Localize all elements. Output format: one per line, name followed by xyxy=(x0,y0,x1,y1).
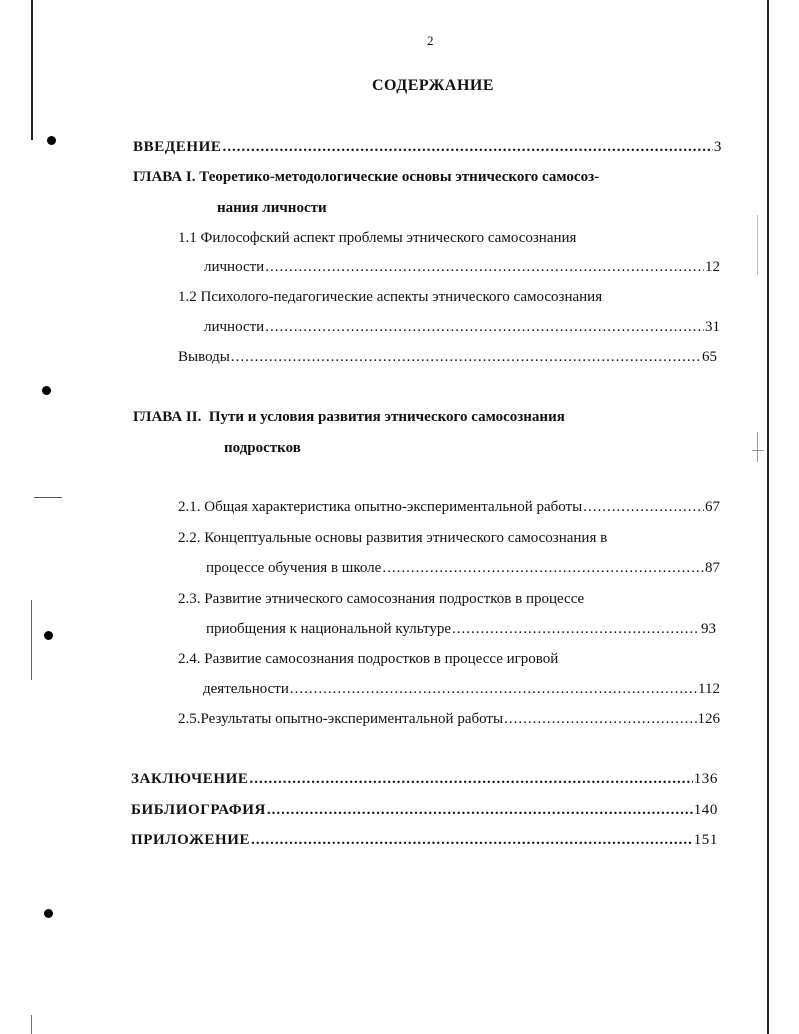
scan-edge-left xyxy=(31,0,33,140)
toc-label: ПРИЛОЖЕНИЕ xyxy=(131,832,251,848)
scan-noise-right-3 xyxy=(752,450,764,451)
toc-page-number: 93 xyxy=(701,621,716,637)
toc-leader-dots xyxy=(504,709,696,729)
chapter1-section1-line1: 1.1 Философский аспект проблемы этнического самосознания xyxy=(178,230,577,246)
toc-entry-conclusions xyxy=(178,347,717,367)
toc-page-number: 151 xyxy=(693,832,718,848)
chapter1-section2-line1: 1.2 Психолого-педагогические аспекты этнического самосознания xyxy=(178,289,603,305)
toc-entry-2-2 xyxy=(206,558,720,578)
toc-leader-dots xyxy=(583,497,704,517)
toc-label: процессе обучения в школе xyxy=(206,560,382,576)
toc-entry-1-2 xyxy=(204,317,720,337)
chapter2-section2-line1: 2.2. Концептуальные основы развития этнического самосознания в xyxy=(178,530,608,546)
toc-label: личности xyxy=(204,319,265,335)
toc-page-number: 12 xyxy=(705,259,720,275)
toc-label: 2.5.Результаты опытно-экспериментальной работы xyxy=(178,711,504,727)
toc-leader-dots xyxy=(265,257,704,277)
toc-page-number: 126 xyxy=(697,711,720,727)
toc-leader-dots xyxy=(265,317,704,337)
toc-page-number: 112 xyxy=(698,681,720,697)
toc-entry-2-5 xyxy=(178,709,720,729)
toc-entry-1-1 xyxy=(204,257,720,277)
toc-label: ЗАКЛЮЧЕНИЕ xyxy=(131,771,249,787)
toc-leader-dots xyxy=(290,679,697,699)
scan-noise-left-bottom xyxy=(31,1015,32,1034)
toc-page-number: 3 xyxy=(713,139,722,155)
page-number: 2 xyxy=(427,33,434,48)
toc-leader-dots xyxy=(249,769,692,789)
toc-label: личности xyxy=(204,259,265,275)
toc-leader-dots xyxy=(452,619,700,639)
toc-page-number: 65 xyxy=(702,349,717,365)
toc-leader-dots xyxy=(382,558,704,578)
scan-tick-left xyxy=(34,497,62,498)
scan-edge-left-lower xyxy=(31,600,32,680)
scan-edge-right xyxy=(767,0,769,1034)
punch-hole-4 xyxy=(44,909,53,918)
scan-noise-right-1 xyxy=(757,215,758,275)
chapter1-heading-line2: нания личности xyxy=(217,200,327,216)
toc-page-number: 140 xyxy=(693,802,718,818)
toc-page-number: 87 xyxy=(705,560,720,576)
chapter2-section4-line1: 2.4. Развитие самосознания подростков в процессе игровой xyxy=(178,651,559,667)
toc-page-number: 31 xyxy=(705,319,720,335)
scan-noise-right-2 xyxy=(757,432,758,462)
chapter2-heading-line2: подростков xyxy=(224,440,301,456)
punch-hole-3 xyxy=(44,631,53,640)
toc-label: 2.1. Общая характеристика опытно-экспериментальной работы xyxy=(178,499,583,515)
toc-entry-2-3 xyxy=(206,619,716,639)
chapter2-section3-line1: 2.3. Развитие этнического самосознания подростков в процессе xyxy=(178,591,585,607)
punch-hole-2 xyxy=(42,386,51,395)
toc-entry-bibliography xyxy=(131,800,718,820)
toc-page-number: 136 xyxy=(693,771,718,787)
toc-label: ВВЕДЕНИЕ xyxy=(133,139,222,155)
toc-title: СОДЕРЖАНИЕ xyxy=(371,77,495,94)
chapter2-heading-line1: ГЛАВА II. Пути и условия развития этнического самосознания xyxy=(133,409,565,425)
toc-label: Выводы xyxy=(178,349,230,365)
toc-entry-introduction xyxy=(133,137,722,157)
toc-entry-appendix xyxy=(131,830,718,850)
toc-label: БИБЛИОГРАФИЯ xyxy=(131,802,266,818)
toc-entry-conclusion xyxy=(131,769,718,789)
toc-page-number: 67 xyxy=(705,499,720,515)
toc-label: деятельности xyxy=(203,681,289,697)
toc-leader-dots xyxy=(267,800,693,820)
toc-entry-2-1 xyxy=(178,497,720,517)
toc-entry-2-4 xyxy=(203,679,720,699)
toc-leader-dots xyxy=(222,137,712,157)
punch-hole-1 xyxy=(47,136,56,145)
toc-label: приобщения к национальной культуре xyxy=(206,621,452,637)
chapter1-heading-line1: ГЛАВА I. Теоретико-методологические основы этнического самосоз- xyxy=(133,169,600,185)
toc-leader-dots xyxy=(231,347,701,367)
toc-leader-dots xyxy=(251,830,693,850)
